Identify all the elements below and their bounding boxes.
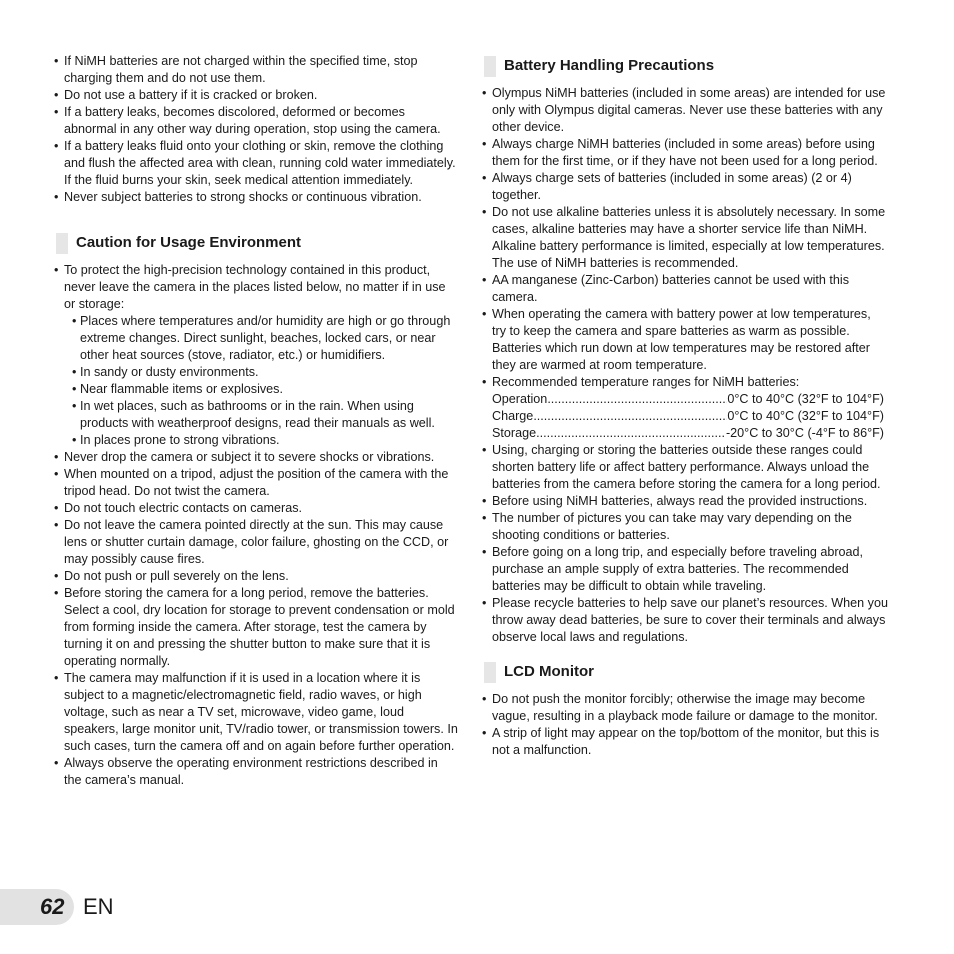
temperature-row-label: Charge	[492, 409, 534, 423]
page-footer	[0, 889, 300, 925]
list-item: • Do not touch electric contacts on cameras.	[54, 500, 458, 517]
battery-handling-list	[482, 85, 888, 646]
list-item: • AA manganese (Zinc-Carbon) batteries cannot be used with this camera.	[482, 272, 888, 306]
heading-marker	[56, 233, 68, 254]
section-heading-battery-handling	[482, 56, 888, 76]
list-item: • Using, charging or storing the batteries outside these ranges could shorten battery life or affect battery performance. Always unload the batteries from the camera before storing the camera for a long period.	[482, 442, 888, 493]
list-item: • Always observe the operating environment restrictions described in the camera’s manual.	[54, 755, 458, 789]
language-code: EN	[83, 894, 114, 919]
section-heading-text: Caution for Usage Environment	[76, 234, 302, 251]
section-heading-text: Battery Handling Precautions	[504, 57, 715, 74]
list-item: • Never drop the camera or subject it to severe shocks or vibrations.	[54, 449, 458, 466]
list-item: • Always charge NiMH batteries (included in some areas) before using them for the first time, or if they have not been used for a long period.	[482, 136, 888, 170]
list-item: • When operating the camera with battery power at low temperatures, try to keep the camera and spare batteries as warm as possible. Batteries which run down at low temperatures may be restored after they are warmed at room temperature.	[482, 306, 888, 374]
list-item: • Do not push the monitor forcibly; otherwise the image may become vague, resulting in a playback mode failure or damage to the monitor.	[482, 691, 888, 725]
list-item	[54, 262, 458, 449]
sub-list-item: • In places prone to strong vibrations.	[72, 432, 458, 449]
sub-list-item: • Places where temperatures and/or humidity are high or go through extreme changes. Direct sunlight, beaches, locked cars, or near other heat sources (stove, radiator, etc.) or humidifiers.	[72, 313, 458, 364]
list-item: • Do not use a battery if it is cracked or broken.	[54, 87, 458, 104]
left-column	[54, 53, 458, 789]
list-item: • Always charge sets of batteries (included in some areas) (2 or 4) together.	[482, 170, 888, 204]
list-item: • If NiMH batteries are not charged within the specified time, stop charging them and do not use them.	[54, 53, 458, 87]
lcd-monitor-list	[482, 691, 888, 759]
temperature-row-charge	[492, 408, 884, 425]
list-item: • Never subject batteries to strong shocks or continuous vibration.	[54, 189, 458, 206]
list-item: • Before storing the camera for a long period, remove the batteries. Select a cool, dry location for storage to prevent condensation or mold from forming inside the camera. After storage, test the camera by turning it on and pressing the shutter button to make sure that it is operating normally.	[54, 585, 458, 670]
list-item: • Before using NiMH batteries, always read the provided instructions.	[482, 493, 888, 510]
dot-leader	[533, 408, 727, 425]
section-heading-lcd-monitor	[482, 662, 888, 682]
places-list	[64, 313, 458, 449]
battery-warnings-list	[54, 53, 458, 206]
temperature-ranges-intro: Recommended temperature ranges for NiMH batteries:	[492, 375, 800, 389]
list-item: • Please recycle batteries to help save our planet’s resources. When you throw away dead batteries, be sure to cover their terminals and always observe local laws and regulations.	[482, 595, 888, 646]
list-item: • A strip of light may appear on the top/bottom of the monitor, but this is not a malfunction.	[482, 725, 888, 759]
list-item: • If a battery leaks, becomes discolored, deformed or becomes abnormal in any other way during operation, stop using the camera.	[54, 104, 458, 138]
list-item: • If a battery leaks fluid onto your clothing or skin, remove the clothing and flush the affected area with clean, running cold water immediately. If the fluid burns your skin, seek medical attention immediately.	[54, 138, 458, 189]
section-heading-usage-environment	[54, 233, 458, 253]
dot-leader	[536, 425, 726, 442]
usage-environment-list	[54, 262, 458, 789]
sub-list-item: • In sandy or dusty environments.	[72, 364, 458, 381]
temperature-row-value: 0°C to 40°C (32°F to 104°F)	[727, 392, 884, 406]
temperature-row-label: Storage	[492, 426, 537, 440]
heading-marker	[484, 662, 496, 683]
sub-list-item: • Near flammable items or explosives.	[72, 381, 458, 398]
temperature-row-value: -20°C to 30°C (-4°F to 86°F)	[725, 426, 884, 440]
list-item: • Before going on a long trip, and especially before traveling abroad, purchase an ample supply of extra batteries. The recommended batteries may be difficult to obtain while traveling.	[482, 544, 888, 595]
list-item: • The camera may malfunction if it is used in a location where it is subject to a magnetic/electromagnetic field, radio waves, or high voltage, such as near a TV set, microwave, video game, loud speakers, large monitor unit, TV/radio tower, or transmission towers. In such cases, turn the camera off and on again before further operation.	[54, 670, 458, 755]
list-item-text: To protect the high-precision technology contained in this product, never leave the camera in the places listed below, no matter if in use or storage:	[64, 263, 446, 311]
temperature-row-value: 0°C to 40°C (32°F to 104°F)	[727, 409, 884, 423]
heading-marker	[484, 56, 496, 77]
section-heading-text: LCD Monitor	[504, 663, 594, 680]
list-item: • The number of pictures you can take may vary depending on the shooting conditions or batteries.	[482, 510, 888, 544]
list-item: • When mounted on a tripod, adjust the position of the camera with the tripod head. Do not twist the camera.	[54, 466, 458, 500]
list-item: • Olympus NiMH batteries (included in some areas) are intended for use only with Olympus digital cameras. Never use these batteries with any other device.	[482, 85, 888, 136]
list-item: • Do not leave the camera pointed directly at the sun. This may cause lens or shutter curtain damage, color failure, ghosting on the CCD, or may possibly cause fires.	[54, 517, 458, 568]
temperature-row-operation	[492, 391, 884, 408]
right-column	[482, 53, 888, 759]
list-item: • Do not push or pull severely on the lens.	[54, 568, 458, 585]
sub-list-item: • In wet places, such as bathrooms or in the rain. When using products with weatherproof designs, read their manuals as well.	[72, 398, 458, 432]
temperature-row-label: Operation	[492, 392, 548, 406]
page-number: 62	[40, 894, 65, 919]
list-item	[482, 374, 888, 442]
list-item: • Do not use alkaline batteries unless it is absolutely necessary. In some cases, alkaline batteries may have a shorter service life than NiMH. Alkaline battery performance is limited, especially at low temperatures. The use of NiMH batteries is recommended.	[482, 204, 888, 272]
dot-leader	[547, 391, 727, 408]
temperature-row-storage	[492, 425, 884, 442]
